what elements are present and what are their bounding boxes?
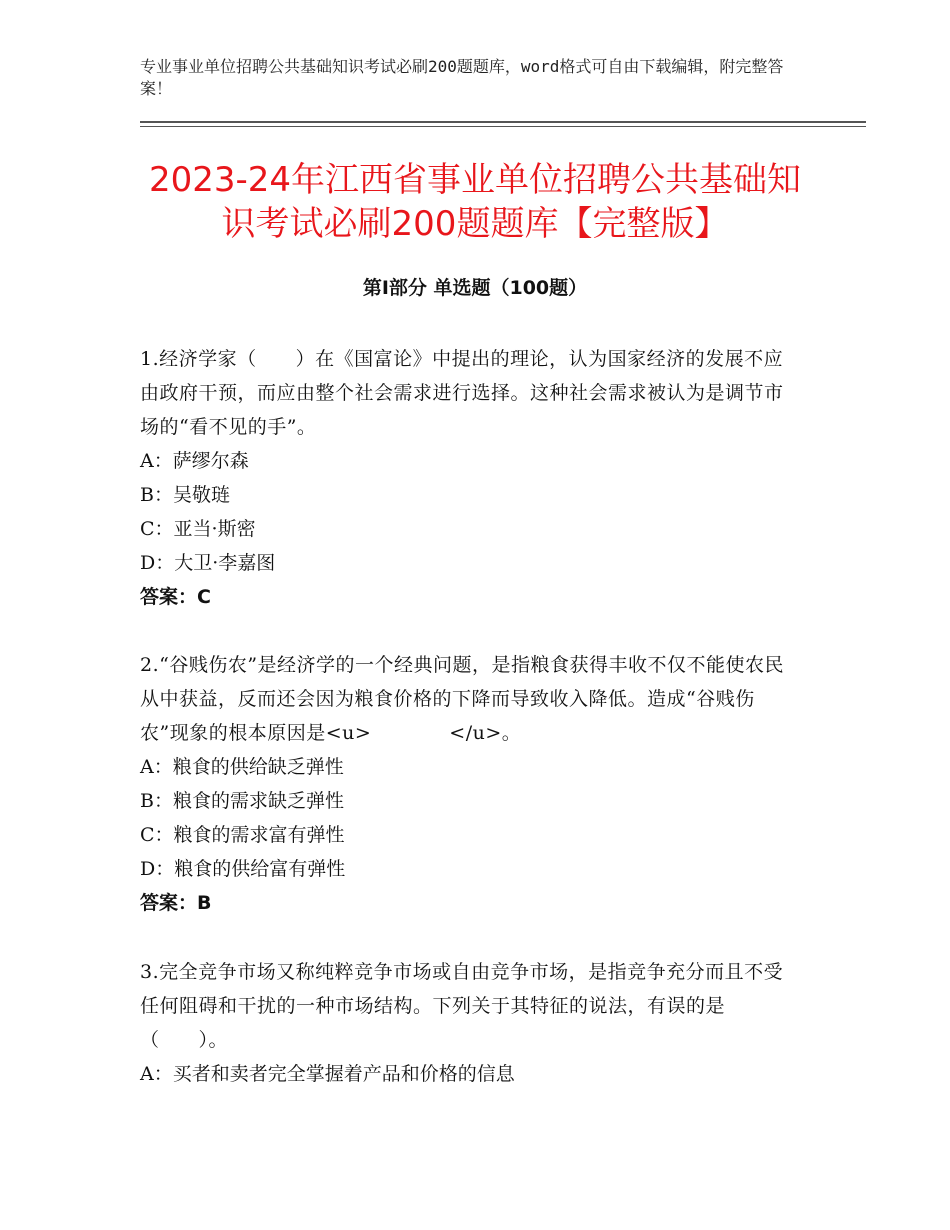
question-stem: 3.完全竞争市场又称纯粹竞争市场或自由竞争市场，是指竞争充分而且不受任何阻碍和干扰的一种市场结构。下列关于其特征的说法，有误的是（ ）。 [140,961,784,1051]
question-2 [140,648,800,920]
option-d: D：粮食的供给富有弹性 [140,858,346,880]
option-b: B：粮食的需求缺乏弹性 [140,790,344,812]
option-c: C：粮食的需求富有弹性 [140,824,345,846]
option-a: A：粮食的供给缺乏弹性 [140,756,344,778]
question-1 [140,342,800,614]
section-title: 第Ⅰ部分 单选题（100题） [362,277,588,299]
answer-line: 答案：B [140,892,212,914]
header-divider-thin [140,126,866,127]
option-b: B：吴敬琏 [140,484,230,506]
question-stem: 1.经济学家（ ）在《国富论》中提出的理论，认为国家经济的发展不应由政府干预，而应由整个社会需求进行选择。这种社会需求被认为是调节市场的“看不见的手”。 [140,348,784,438]
question-3 [140,955,800,1091]
header-divider-thick [140,121,866,123]
answer-line: 答案：C [140,586,211,608]
option-d: D：大卫·李嘉图 [140,552,276,574]
document-title: 2023-24年江西省事业单位招聘公共基础知识考试必刷200题题库【完整版】 [148,160,802,244]
header-note: 专业事业单位招聘公共基础知识考试必刷200题题库，word格式可自由下载编辑，附完整答案！ [140,57,784,98]
option-a: A：买者和卖者完全掌握着产品和价格的信息 [140,1063,515,1085]
option-a: A：萨缪尔森 [140,450,249,472]
question-stem: 2.“谷贱伤农”是经济学的一个经典问题，是指粮食获得丰收不仅不能使农民从中获益，反而还会因为粮食价格的下降而导致收入降低。造成“谷贱伤农”现象的根本原因是<u> </u>。 [140,654,785,744]
option-c: C：亚当·斯密 [140,518,256,540]
